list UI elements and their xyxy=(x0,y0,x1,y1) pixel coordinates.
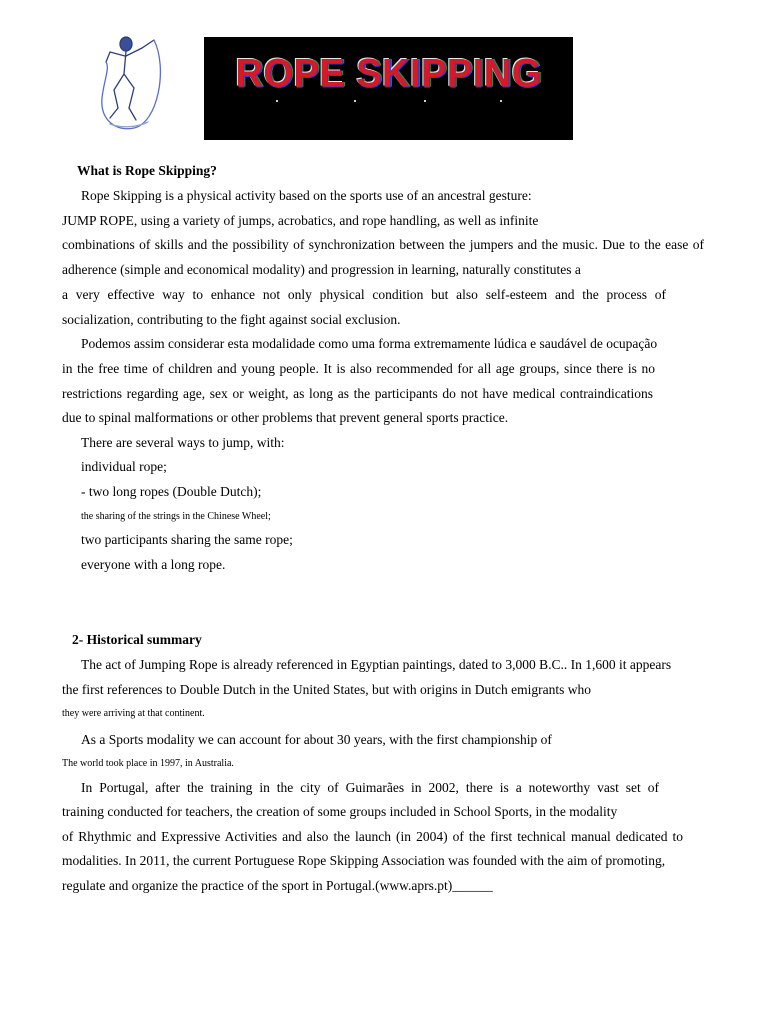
list-item: individual rope; xyxy=(81,459,167,474)
paragraph-line: due to spinal malformations or other problems that prevent general sports practice. xyxy=(62,410,509,425)
banner-decoration xyxy=(274,99,504,103)
list-item: the sharing of the strings in the Chinese Wheel; xyxy=(81,511,271,522)
paragraph-line: combinations of skills and the possibility of synchronization between the jumpers and the music. Due to the ease of xyxy=(62,237,704,252)
paragraph-line: of Rhythmic and Expressive Activities and also the launch (in 2004) of the first technical manual dedicated to xyxy=(62,829,683,844)
paragraph-line: training conducted for teachers, the creation of some groups included in School Sports, in the modality xyxy=(62,804,618,819)
title-banner xyxy=(204,37,573,140)
paragraph-line: restrictions regarding age, sex or weight, as long as the participants do not have medical contraindications xyxy=(62,386,653,401)
paragraph-line: Podemos assim considerar esta modalidade como uma forma extremamente lúdica e saudável de ocupação xyxy=(81,336,658,351)
paragraph-line: a very effective way to enhance not only physical condition but also self-esteem and the process of xyxy=(62,287,666,302)
paragraph-line: JUMP ROPE, using a variety of jumps, acrobatics, and rope handling, as well as infinite xyxy=(62,213,539,228)
paragraph-line: adherence (simple and economical modality) and progression in learning, naturally constitutes a xyxy=(62,262,581,277)
list-item: two participants sharing the same rope; xyxy=(81,532,293,547)
paragraph-line: Rope Skipping is a physical activity based on the sports use of an ancestral gesture: xyxy=(81,188,532,203)
paragraph-line: they were arriving at that continent. xyxy=(62,708,205,719)
paragraph-line: The world took place in 1997, in Australia. xyxy=(62,758,234,769)
banner-title: ROPE SKIPPING xyxy=(235,51,542,97)
paragraph-line: modalities. In 2011, the current Portuguese Rope Skipping Association was founded with the aim of promoting, xyxy=(62,853,666,868)
rope-skipper-figure-icon xyxy=(96,28,166,136)
paragraph-line: As a Sports modality we can account for about 30 years, with the first championship of xyxy=(81,732,552,747)
paragraph-line: regulate and organize the practice of the sport in Portugal.(www.aprs.pt)______ xyxy=(62,878,493,893)
list-item: - two long ropes (Double Dutch); xyxy=(81,484,262,499)
section-heading-historical-summary: 2- Historical summary xyxy=(72,632,202,647)
paragraph-line: The act of Jumping Rope is already referenced in Egyptian paintings, dated to 3,000 B.C.. In 1,600 it appears xyxy=(81,657,672,672)
paragraph-line: In Portugal, after the training in the city of Guimarães in 2002, there is a noteworthy vast set of xyxy=(81,780,659,795)
paragraph-line: in the free time of children and young people. It is also recommended for all age groups, since there is no xyxy=(62,361,655,376)
section-heading-what-is: What is Rope Skipping? xyxy=(77,163,217,178)
paragraph-line: the first references to Double Dutch in the United States, but with origins in Dutch emigrants who xyxy=(62,682,592,697)
paragraph-line: socialization, contributing to the fight against social exclusion. xyxy=(62,312,401,327)
list-intro: There are several ways to jump, with: xyxy=(81,435,285,450)
list-item: everyone with a long rope. xyxy=(81,557,226,572)
